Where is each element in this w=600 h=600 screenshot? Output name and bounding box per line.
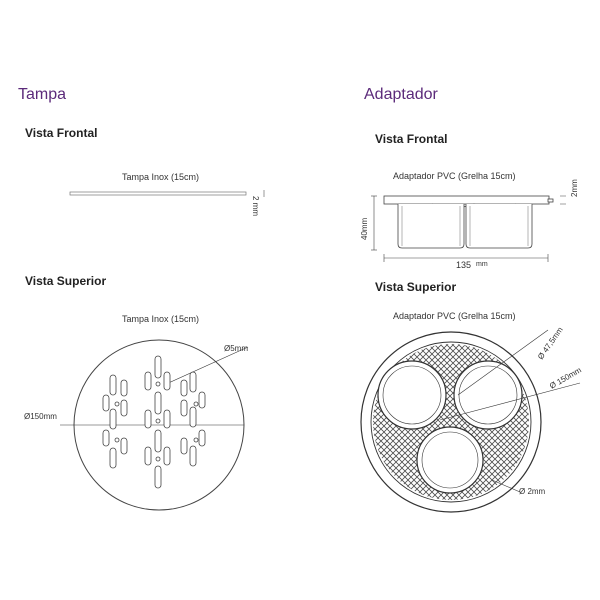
tampa-top-heading: Vista Superior: [25, 274, 107, 288]
tampa-front-heading: Vista Frontal: [25, 126, 98, 140]
slot: [199, 392, 205, 408]
adaptador-wall-label: Ø 2mm: [519, 487, 546, 496]
slot-hole: [156, 419, 160, 423]
slot: [164, 372, 170, 390]
adaptador-top-caption: Adaptador PVC (Grelha 15cm): [393, 311, 516, 321]
slot: [110, 375, 116, 395]
adaptador-cup-left: [398, 204, 464, 248]
tampa-diameter-label: Ø150mm: [24, 412, 57, 421]
outlet-right: [454, 361, 522, 429]
slot-hole: [156, 382, 160, 386]
adaptador-small-diameter-label: Ø 47,5mm: [536, 325, 565, 362]
slot: [103, 430, 109, 446]
slot-hole: [194, 438, 198, 442]
slot: [103, 395, 109, 411]
adaptador-cup-right: [466, 204, 532, 248]
slot: [155, 430, 161, 452]
slot: [181, 400, 187, 416]
slot: [155, 356, 161, 378]
adaptador-top-heading: Vista Superior: [375, 280, 457, 294]
slot: [110, 409, 116, 429]
slot: [121, 438, 127, 454]
adaptador-flange: [384, 196, 549, 204]
slot: [145, 410, 151, 428]
slot: [190, 372, 196, 392]
slot: [145, 447, 151, 465]
tampa-top-view: [60, 340, 248, 510]
slot: [121, 400, 127, 416]
slot: [164, 410, 170, 428]
slot: [164, 447, 170, 465]
slot: [155, 466, 161, 488]
adaptador-flange-tip: [548, 199, 553, 202]
slot-hole: [115, 402, 119, 406]
slot: [190, 446, 196, 466]
tampa-hole-label: Ø5mm: [224, 344, 248, 353]
tampa-top-caption: Tampa Inox (15cm): [122, 314, 200, 324]
tampa-title: Tampa: [18, 86, 67, 103]
adaptador-diameter-label: Ø 150mm: [548, 365, 583, 391]
tampa-thickness-label: 2 mm: [251, 196, 260, 216]
adaptador-title: Adaptador: [364, 86, 438, 103]
adaptador-width-unit: mm: [476, 261, 488, 268]
outlet-bottom: [417, 427, 483, 493]
slot-hole: [156, 457, 160, 461]
adaptador-front-caption: Adaptador PVC (Grelha 15cm): [393, 171, 516, 181]
tampa-plate-profile: [70, 192, 246, 195]
adaptador-height-label: 40mm: [360, 217, 369, 240]
outlet-left: [378, 361, 446, 429]
slot-hole: [115, 438, 119, 442]
slot: [155, 392, 161, 414]
adaptador-front-heading: Vista Frontal: [375, 132, 448, 146]
slot: [181, 380, 187, 396]
tampa-front-caption: Tampa Inox (15cm): [122, 172, 200, 182]
adaptador-top-view: [361, 330, 580, 512]
slot: [145, 372, 151, 390]
adaptador-width-label: 135: [456, 260, 472, 270]
slot: [199, 430, 205, 446]
adaptador-front-view: [371, 196, 566, 262]
slot: [181, 438, 187, 454]
tampa-front-view: [70, 190, 264, 197]
slot: [110, 448, 116, 468]
adaptador-thickness-label: 2mm: [570, 179, 579, 197]
slot-hole: [194, 402, 198, 406]
slot: [190, 407, 196, 427]
slot: [121, 380, 127, 396]
